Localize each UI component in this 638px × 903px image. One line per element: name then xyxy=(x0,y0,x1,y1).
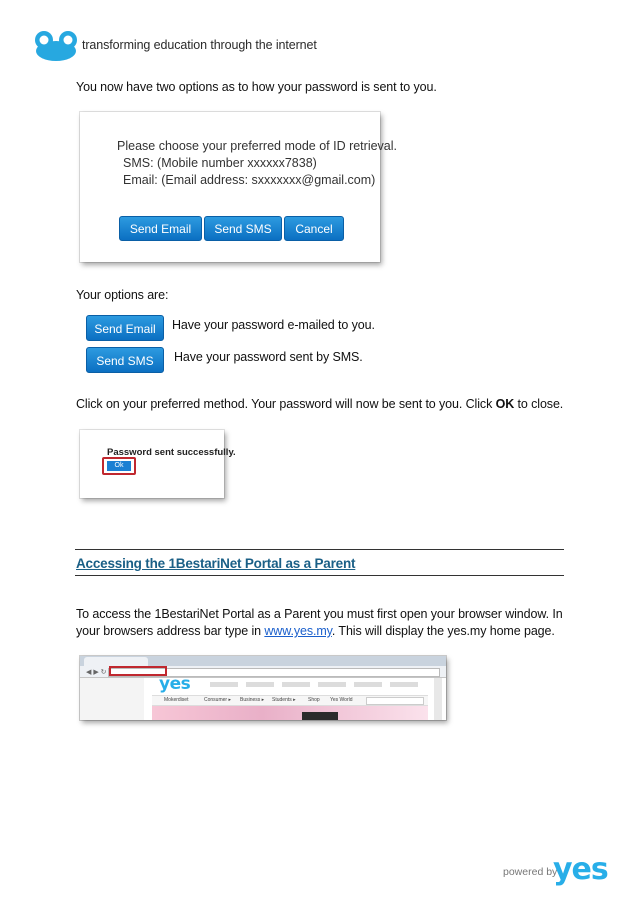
access-paragraph-before: To access the 1BestariNet Portal as a Parent you must first open your browser window. In your browsers address bar type in xyxy=(76,607,563,638)
click-instruction xyxy=(76,396,563,413)
site-nav-item[interactable]: Shop xyxy=(308,697,320,703)
send-sms-button[interactable]: Send SMS xyxy=(204,216,282,241)
option-send-sms-button[interactable]: Send SMS xyxy=(86,347,164,373)
frog-logo-icon xyxy=(33,30,79,62)
site-nav-item[interactable]: Yes World xyxy=(330,697,353,703)
ok-highlight-frame xyxy=(102,457,136,475)
intro-text: You now have two options as to how your password is sent to you. xyxy=(76,80,437,94)
yes-my-link[interactable]: www.yes.my xyxy=(264,624,332,638)
click-instruction-after: to close. xyxy=(514,397,564,411)
heading-top-rule xyxy=(75,549,564,550)
yes-brand-logo: yes xyxy=(553,852,608,887)
site-nav-item[interactable]: Mokerdiset xyxy=(164,697,189,703)
dialog-sms-line: SMS: (Mobile number xxxxxx7838) xyxy=(123,156,317,170)
heading-bottom-rule xyxy=(75,575,564,576)
access-paragraph-after: . This will display the yes.my home page. xyxy=(331,624,555,638)
page-left-margin xyxy=(80,678,144,720)
option-send-email-desc: Have your password e-mailed to you. xyxy=(172,318,375,332)
dialog-title: Please choose your preferred mode of ID retrieval. xyxy=(117,139,397,153)
browser-tab[interactable] xyxy=(84,657,148,666)
browser-screenshot xyxy=(80,656,446,720)
site-link-icon[interactable] xyxy=(318,682,346,687)
powered-by-text: powered by xyxy=(503,866,558,878)
click-instruction-ok: OK xyxy=(495,397,515,411)
access-paragraph xyxy=(76,606,564,640)
option-send-sms-desc: Have your password sent by SMS. xyxy=(174,350,363,364)
send-email-button[interactable]: Send Email xyxy=(119,216,202,241)
site-link-icon[interactable] xyxy=(390,682,418,687)
cancel-button[interactable]: Cancel xyxy=(284,216,344,241)
site-nav-bar xyxy=(152,695,428,706)
browser-scrollbar[interactable] xyxy=(434,678,442,720)
section-heading: Accessing the 1BestariNet Portal as a Parent xyxy=(76,556,356,571)
site-link-icon[interactable] xyxy=(210,682,238,687)
retrieval-dialog-screenshot xyxy=(80,112,397,262)
option-send-email-button[interactable]: Send Email xyxy=(86,315,164,341)
browser-nav-arrows-icon[interactable]: ◀ ▶ ↻ xyxy=(86,669,107,676)
success-dialog-screenshot xyxy=(80,430,236,498)
header-tagline: transforming education through the internet xyxy=(82,38,317,52)
success-message: Password sent successfully. xyxy=(107,447,236,458)
options-intro: Your options are: xyxy=(76,288,169,302)
site-hero-banner[interactable] xyxy=(152,706,428,720)
dialog-email-line: Email: (Email address: sxxxxxxx@gmail.com) xyxy=(123,173,376,187)
site-nav-item[interactable]: Business ▸ xyxy=(240,697,265,703)
site-hero-image xyxy=(302,712,338,720)
site-nav-item[interactable]: Students ▸ xyxy=(272,697,296,703)
ok-button[interactable]: Ok xyxy=(107,461,131,471)
site-nav-item[interactable]: Consumer ▸ xyxy=(204,697,231,703)
site-link-icon[interactable] xyxy=(282,682,310,687)
yes-site-logo[interactable]: yes xyxy=(159,674,191,694)
site-top-links xyxy=(210,682,420,688)
site-search-input[interactable] xyxy=(366,697,424,705)
click-instruction-before: Click on your preferred method. Your password will now be sent to you. Click xyxy=(76,397,496,411)
site-link-icon[interactable] xyxy=(354,682,382,687)
site-link-icon[interactable] xyxy=(246,682,274,687)
